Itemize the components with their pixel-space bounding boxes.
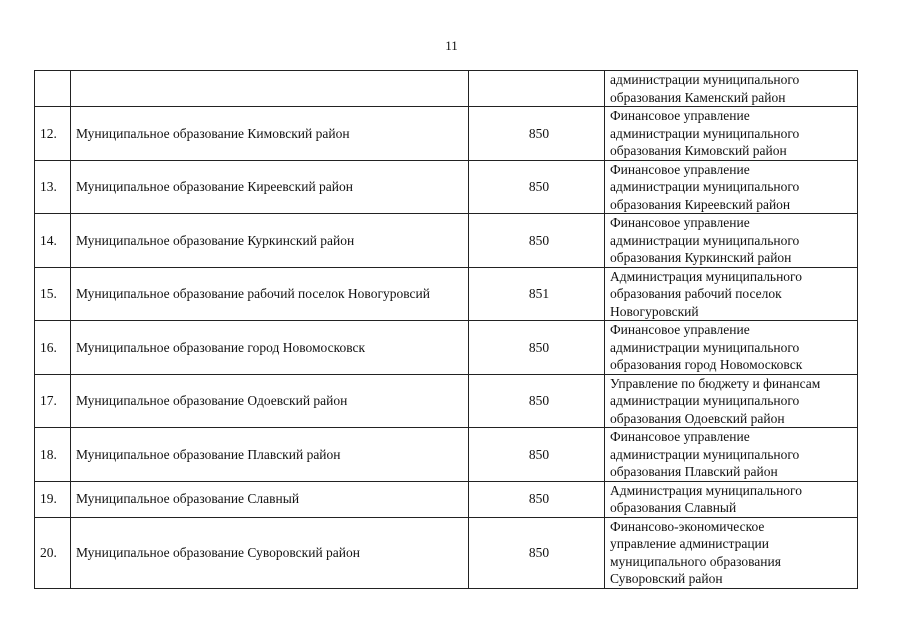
municipality-name: Муниципальное образование Кимовский район — [71, 107, 469, 161]
budget-code: 850 — [469, 374, 605, 428]
financial-authority-line: управление администрации — [610, 536, 770, 551]
budget-code: 850 — [469, 214, 605, 268]
table-row — [35, 428, 858, 482]
budget-code: 850 — [469, 321, 605, 375]
financial-authority-line: муниципального образования — [610, 553, 781, 569]
municipality-name: Муниципальное образование рабочий поселок Новогуровсий — [71, 267, 469, 321]
budget-code: 850 — [469, 481, 605, 517]
municipality-name: Муниципальное образование Суворовский район — [71, 517, 469, 588]
financial-authority-line: администрации муниципального — [610, 125, 800, 141]
financial-authority — [605, 267, 858, 321]
financial-authority-line: образования Каменский район — [610, 89, 786, 105]
municipality-name: Муниципальное образование город Новомосковск — [71, 321, 469, 375]
financial-authority-line: Управление по бюджету и финансам — [610, 375, 821, 391]
table-row — [35, 374, 858, 428]
page-number: 11 — [445, 38, 458, 53]
budget-code: 851 — [469, 267, 605, 321]
row-number: 19. — [35, 481, 71, 517]
municipality-name: Муниципальное образование Куркинский район — [71, 214, 469, 268]
financial-authority-line: Финансовое управление — [610, 108, 750, 123]
financial-authority — [605, 321, 858, 375]
financial-authority — [605, 107, 858, 161]
financial-authority-line: образования Киреевский район — [610, 196, 791, 212]
table-row — [35, 214, 858, 268]
table-row — [35, 517, 858, 588]
row-number: 16. — [35, 321, 71, 375]
financial-authority-line: образования Славный — [610, 500, 737, 515]
row-number: 15. — [35, 267, 71, 321]
financial-authority-line: образования город Новомосковск — [610, 357, 803, 372]
budget-code: 850 — [469, 428, 605, 482]
municipality-name: Муниципальное образование Киреевский район — [71, 160, 469, 214]
budget-code: 850 — [469, 107, 605, 161]
budget-code: 850 — [469, 517, 605, 588]
financial-authority-line: администрации муниципального — [610, 232, 800, 248]
financial-authority-line: Финансовое управление — [610, 429, 750, 444]
financial-authority-line: образования Куркинский район — [610, 250, 792, 265]
table-row — [35, 267, 858, 321]
financial-authority-line: Администрация муниципального — [610, 268, 803, 284]
table-row — [35, 481, 858, 517]
financial-authority — [605, 374, 858, 428]
financial-authority — [605, 428, 858, 482]
financial-authority — [605, 71, 858, 107]
row-number — [35, 71, 71, 107]
financial-authority-line: Финансовое управление — [610, 322, 750, 337]
financial-authority — [605, 517, 858, 588]
table-row — [35, 321, 858, 375]
municipality-name: Муниципальное образование Одоевский район — [71, 374, 469, 428]
financial-authority-line: администрации муниципального — [610, 446, 800, 462]
financial-authority-line: Новогуровский — [610, 303, 699, 319]
financial-authority — [605, 481, 858, 517]
financial-authority-line: образования Одоевский район — [610, 410, 785, 426]
financial-authority-line: администрации муниципального — [610, 72, 800, 87]
financial-authority-line: Финансовое управление — [610, 161, 750, 177]
row-number: 17. — [35, 374, 71, 428]
table-row — [35, 71, 858, 107]
municipality-name — [71, 71, 469, 107]
financial-authority-line: администрации муниципального — [610, 179, 800, 194]
municipality-name: Муниципальное образование Плавский район — [71, 428, 469, 482]
budget-code: 850 — [469, 160, 605, 214]
financial-authority-line: образования рабочий поселок — [610, 286, 782, 301]
row-number: 14. — [35, 214, 71, 268]
financial-authority-line: администрации муниципального — [610, 393, 800, 408]
municipality-name: Муниципальное образование Славный — [71, 481, 469, 517]
row-number: 13. — [35, 160, 71, 214]
table-row — [35, 107, 858, 161]
financial-authority-line: Финансово-экономическое — [610, 518, 765, 534]
table-body — [35, 71, 858, 589]
municipal-table — [34, 70, 858, 589]
row-number: 18. — [35, 428, 71, 482]
financial-authority-line: образования Плавский район — [610, 464, 778, 479]
financial-authority-line: Суворовский район — [610, 571, 723, 586]
financial-authority-line: образования Кимовский район — [610, 143, 787, 158]
budget-code — [469, 71, 605, 107]
financial-authority — [605, 214, 858, 268]
financial-authority-line: Финансовое управление — [610, 215, 750, 230]
row-number: 12. — [35, 107, 71, 161]
table-row — [35, 160, 858, 214]
financial-authority-line: Администрация муниципального — [610, 482, 803, 498]
row-number: 20. — [35, 517, 71, 588]
financial-authority-line: администрации муниципального — [610, 339, 800, 355]
financial-authority — [605, 160, 858, 214]
